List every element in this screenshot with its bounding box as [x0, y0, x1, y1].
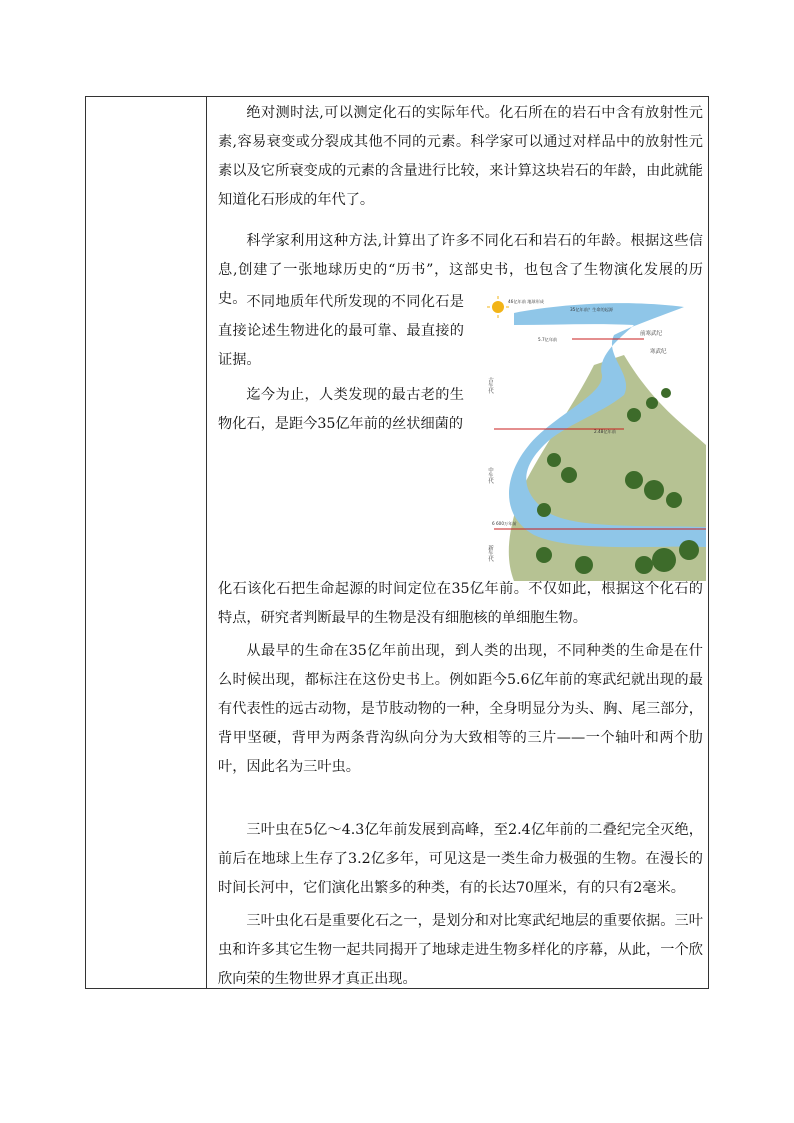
content-table	[85, 96, 709, 989]
paragraph-fossil-evidence: 不同地质年代所发现的不同化石是直接论述生物进化的最可靠、最直接的证据。	[218, 294, 464, 368]
label-time-66: 6 600万年前	[492, 521, 517, 526]
sun-icon	[492, 301, 504, 313]
label-precambrian: 前寒武纪	[640, 331, 663, 337]
right-column-cell	[208, 97, 708, 988]
label-time-248: 2.48亿年前	[594, 429, 616, 434]
paragraph-fossil-origin: 化石该化石把生命起源的时间定位在35亿年前。不仅如此，根据这个化石的特点，研究者判断最早的生物是没有细胞核的单细胞生物。	[218, 581, 703, 626]
left-column-cell	[86, 97, 207, 988]
paragraph-trilobite-history: 三叶虫在5亿～4.3亿年前发展到高峰，至2.4亿年前的二叠纪完全灭绝，前后在地球上生存了3.2亿多年，可见这是一类生命力极强的生物。在漫长的时间长河中，它们演化出繁多的种类，有的长达70厘米，有的只有2毫米。	[218, 822, 703, 896]
label-cambrian: 寒武纪	[650, 349, 667, 355]
paragraph-oldest-fossil: 迄今为止，人类发现的最古老的生物化石，是距今35亿年前的丝状细菌的	[218, 387, 464, 432]
evolution-timeline-figure	[484, 295, 706, 581]
label-time-570: 5.7亿年前	[538, 337, 558, 342]
paragraph-trilobite-importance: 三叶虫化石是重要化石之一，是划分和对比寒武纪地层的重要依据。三叶虫和许多其它生物一起共同揭开了地球走进生物多样化的序幕，从此，一个欣欣向荣的生物世界才真正出现。	[218, 913, 703, 987]
label-earth-formation: 46亿年前 地球形成	[508, 299, 544, 304]
paragraph-absolute-dating: 绝对测时法,可以测定化石的实际年代。化石所在的岩石中含有放射性元素,容易衰变或分裂成其他不同的元素。科学家可以通过对样品中的放射性元素以及它所衰变成的元素的含量进行比较，来计算这块岩石的年龄，由此就能知道化石形成的年代了。	[218, 105, 703, 208]
paragraph-history-book: 科学家利用这种方法,计算出了许多不同化石和岩石的年龄。根据这些信息,创建了一张地球历史的“历书”，这部史书，也包含了生物演化发展的历史。	[218, 233, 703, 307]
label-paleozoic: 古生代	[487, 377, 493, 394]
label-mesozoic: 中生代	[487, 467, 493, 484]
label-cenozoic: 新生代	[487, 545, 493, 562]
label-life-origin: 35亿年前？生命的起源	[570, 307, 614, 312]
paragraph-trilobite-intro: 从最早的生命在35亿年前出现，到人类的出现，不同种类的生命是在什么时候出现，都标注在这份史书上。例如距今5.6亿年前的寒武纪就出现的最有代表性的远古动物，是节肢动物的一种，全身明显分为头、胸、尾三部分，背甲坚硬，背甲为两条背沟纵向分为大致相等的三片——一个轴叶和两个肋叶，因此名为三叶虫。	[218, 643, 703, 775]
